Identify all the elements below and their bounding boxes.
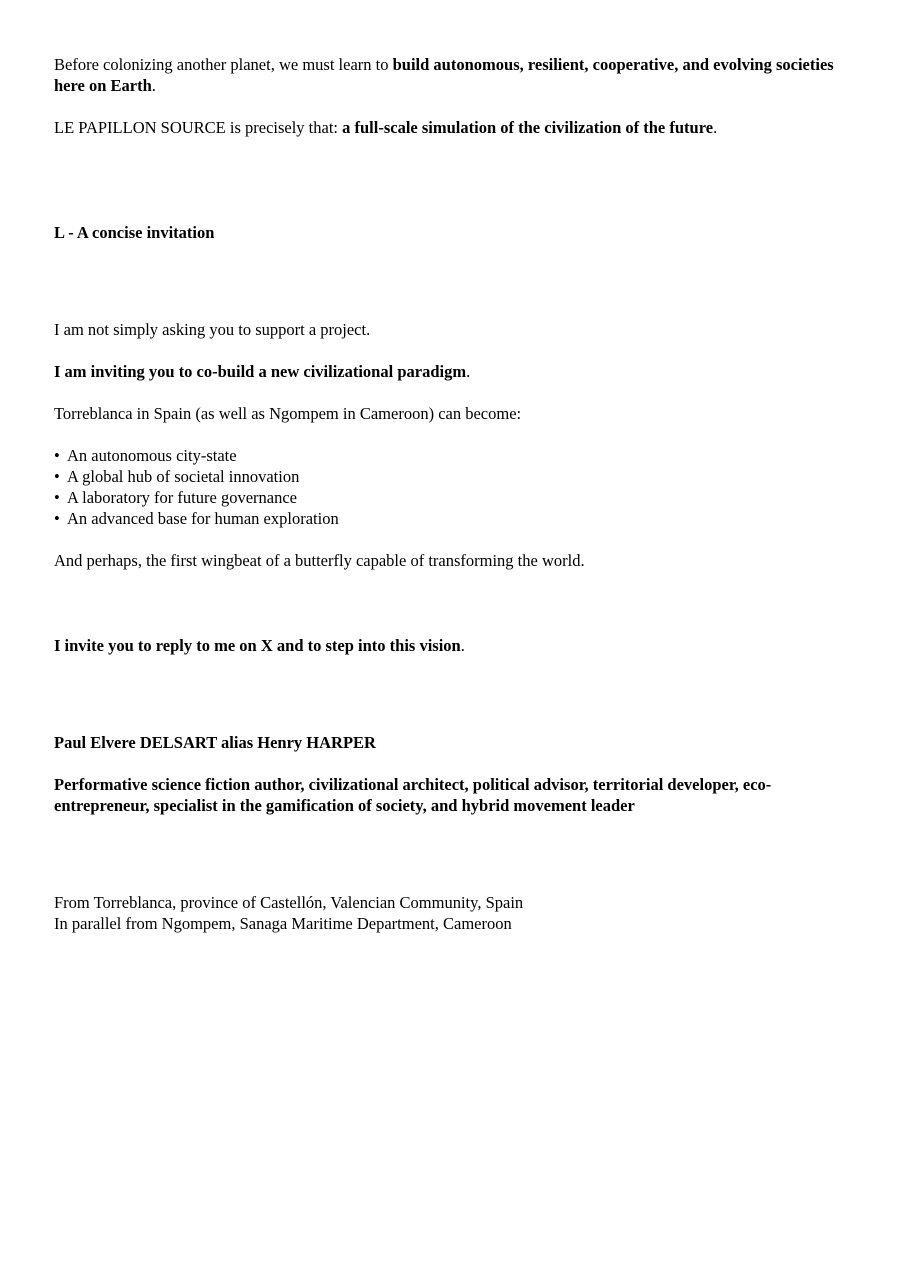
papillon-text-prefix: LE PAPILLON SOURCE is precisely that:	[54, 118, 343, 137]
call-to-action	[54, 635, 850, 656]
bullet-icon: •	[54, 488, 60, 507]
footer-location-primary: From Torreblanca, province of Castellón, Valencian Community, Spain	[54, 893, 524, 912]
invitation-paragraph-2	[54, 361, 850, 382]
spacer-after-heading	[54, 243, 850, 319]
signature-role: Performative science fiction author, civilizational architect, political advisor, territorial developer, eco-entrepreneur, specialist in the gamification of society, and hybrid movement leader	[54, 775, 772, 815]
spacer-before-signature	[54, 656, 850, 732]
opportunity-list	[54, 445, 850, 529]
bullet-icon: •	[54, 467, 60, 486]
spacer-before-footer	[54, 816, 850, 892]
list-item-label: An autonomous city-state	[67, 446, 237, 465]
invitation-bold-suffix: .	[466, 362, 471, 381]
call-to-action-bold: I invite you to reply to me on X and to step into this vision	[54, 636, 461, 655]
intro-paragraph-2	[54, 117, 850, 138]
spacer-after-list	[54, 529, 850, 550]
document-body	[54, 54, 850, 934]
intro-paragraph-1	[54, 54, 850, 96]
invitation-paragraph-3: Torreblanca in Spain (as well as Ngompem in Cameroon) can become:	[54, 404, 522, 423]
bullet-icon: •	[54, 509, 60, 528]
intro-text-suffix: .	[151, 76, 156, 95]
intro-text-prefix: Before colonizing another planet, we must learn to	[54, 55, 393, 74]
spacer-before-cta	[54, 592, 850, 635]
list-item	[54, 487, 850, 508]
list-item-label: An advanced base for human exploration	[67, 509, 339, 528]
invitation-paragraph-4: And perhaps, the first wingbeat of a butterfly capable of transforming the world.	[54, 551, 585, 570]
papillon-text-bold: a full-scale simulation of the civilization of the future	[342, 118, 714, 137]
list-item-label: A laboratory for future governance	[67, 488, 297, 507]
bullet-icon: •	[54, 446, 60, 465]
spacer-before-heading	[54, 159, 850, 222]
call-to-action-suffix: .	[460, 636, 465, 655]
spacer-signature-inner	[54, 753, 850, 774]
invitation-paragraph-1: I am not simply asking you to support a project.	[54, 320, 371, 339]
intro-text-bold: build autonomous, resilient, cooperative, and evolving societies here on Earth	[54, 55, 834, 95]
footer-location-secondary: In parallel from Ngompem, Sanaga Maritime Department, Cameroon	[54, 914, 512, 933]
papillon-text-suffix: .	[713, 118, 718, 137]
list-item	[54, 508, 850, 529]
signature-name: Paul Elvere DELSART alias Henry HARPER	[54, 733, 376, 752]
list-item	[54, 445, 850, 466]
list-item-label: A global hub of societal innovation	[67, 467, 300, 486]
list-item	[54, 466, 850, 487]
section-heading: L - A concise invitation	[54, 223, 215, 242]
invitation-bold-statement: I am inviting you to co-build a new civilizational paradigm	[54, 362, 467, 381]
